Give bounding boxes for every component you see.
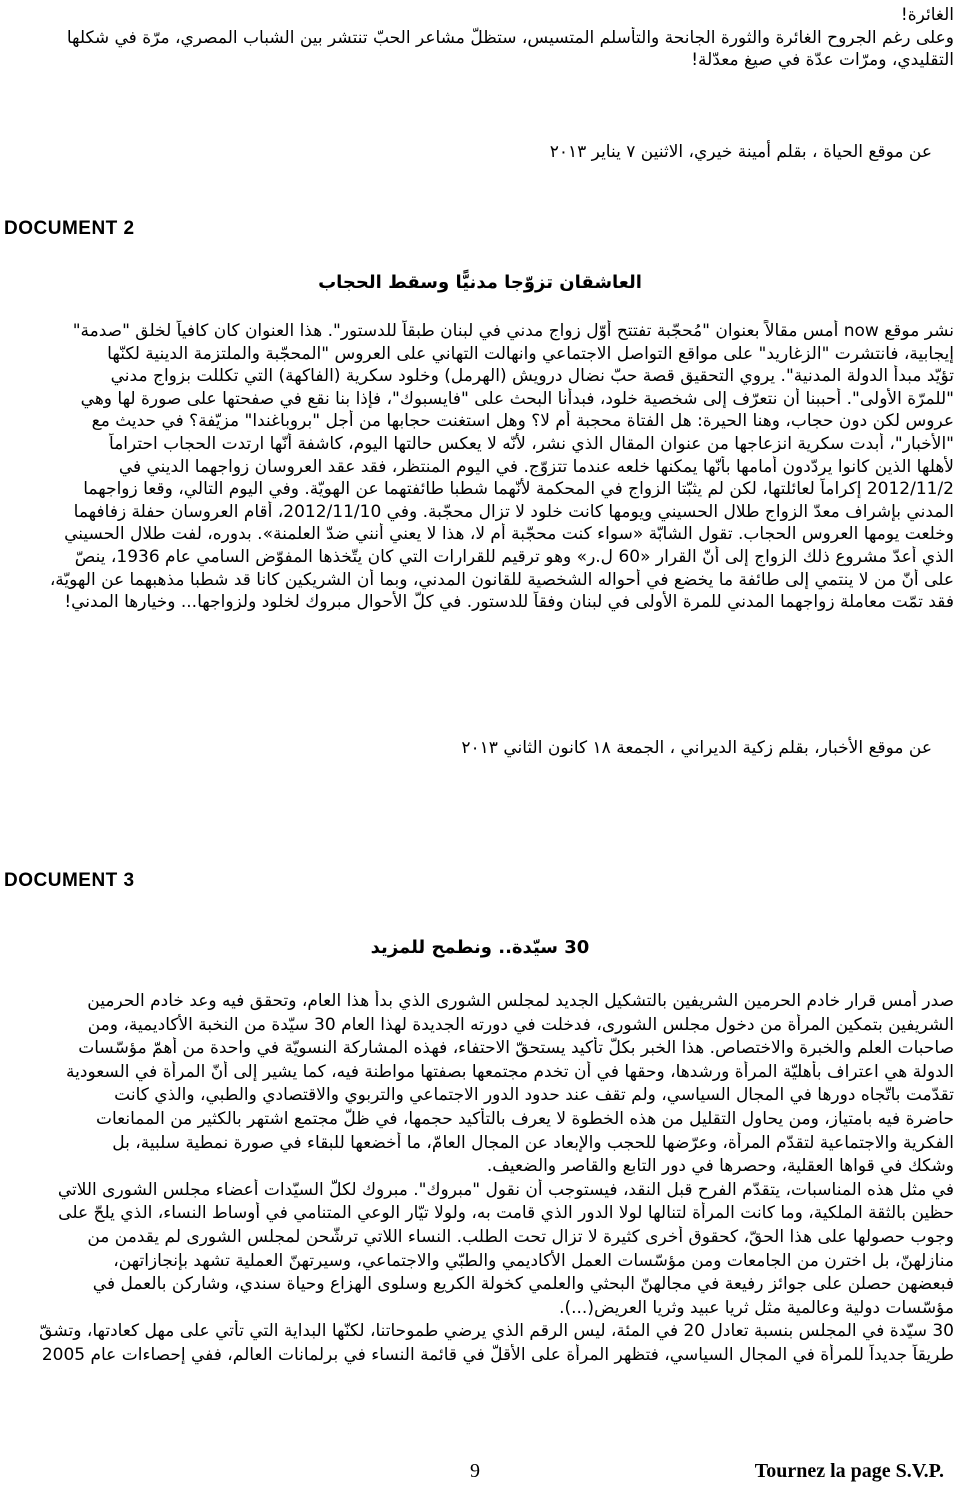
- doc3-line: فبعضهن حصلن على جوائز رفيعة في مجالهنّ البحثي والعلمي كخولة الكريع وسلوى الهزاع وحياة سندي، وشاركن بالعمل في: [92, 1274, 954, 1295]
- source-doc2: عن موقع الأخبار، بقلم زكية الديراني ، الجمعة ١٨ كانون الثاني ٢٠١٣: [461, 738, 932, 758]
- doc2-line: تؤيّد مبدأ الدولة المدنية". يروي التحقيق قصة حبّ نضال درويش (الهرمل) وخلود سكرية (الفاكهة) التي تكللت بزواج مدني: [110, 366, 954, 387]
- doc3-line: الدولة هي اعتراف بأهليّة المرأة ورشدها، وحقها في أن تخدم مجتمعها بصفتها مواطنة فيه، كما يشير إلى أنّ المرأة في السعودية: [66, 1061, 954, 1082]
- doc2-line: نشر موقع now أمس مقالاً بعنوان "مُحجّبة تفتتح أوّل زواج مدني في لبنان طبقاً للدستور". هذا العنوان كان كافياً لخلق "صدمة": [72, 321, 954, 341]
- intro-line: التقليدي، ومرّات عدّة في صيغ معدّلة!: [691, 50, 954, 71]
- page-number: 9: [470, 1460, 480, 1482]
- doc2-line: 2012/11/2 إكراماً لعائلتها، لكن لم يثبّتا الزواج في المحكمة لأنّهما شطبا طائفتهما عن الهويّة. وفي اليوم التالي، وقعا زواجهما: [83, 479, 954, 500]
- doc2-line: "للمرّة الأولى". أحببنا أن نتعرّف إلى شخصية خلود، فبدأنا البحث على "فايسبوك"، فإذا بنا نقع في صفحتها على صورة لها وهي: [80, 388, 954, 409]
- doc3-line: الشريفين بتمكين المرأة من دخول مجلس الشورى، فدخلت في دورته الجديدة لهذا العام 30 سيّدة من النخبة الأكاديمية، ومن: [87, 1014, 954, 1035]
- doc3-line: وشكك في قواها العقلية، وحصرها في دور التابع والقاصر والضعيف.: [486, 1156, 954, 1177]
- doc3-line: منازلهنّ، بل اخترن من الجامعات ومن مؤسّسات العمل الأكاديمي والطبّي والاجتماعي، وسيرتهنّ العملية تشهد بإنجازاتهن،: [113, 1250, 954, 1271]
- doc3-line: 30 سيّدة في المجلس بنسبة تعادل 20 في المئة، ليس الرقم الذي يرضي طموحاتنا، لكنّها البداية التي تأتي على مهل كعادتها، وتشقّ: [39, 1321, 954, 1342]
- document-3-body: [6, 990, 954, 1368]
- intro-line: وعلى رغم الجروح الغائرة والثورة الجانحة والتأسلم المتسيس، ستظلّ مشاعر الحبّ تنتشر بين الشباب المصري، مرّة في شكلها: [66, 27, 954, 48]
- doc2-line: الذي أعدّ مشروع ذلك الزواج إلى أنّ القرار «60 ل.ر» وهو ترقيم للقرارات التي كان يتّخذها المفوّض السامي عام 1936، ينصّ: [74, 546, 954, 567]
- doc3-line: تقدّمت باتّجاه دورها في المجال السياسي، ولم تقف عند حدود الدور الاجتماعي والتربوي والاقتصادي والطبي، والذي كانت: [114, 1085, 954, 1106]
- document-3-label: DOCUMENT 3: [4, 870, 135, 891]
- doc3-line: في مثل هذه المناسبات، يتقدّم الفرح قبل النقد، فيستوجب أن نقول "مبروك". مبروك لكلّ السيّدات أعضاء مجلس الشورى اللاتي: [57, 1179, 954, 1200]
- document-2-body: [6, 320, 954, 614]
- doc2-line: عروس لكن دون حجاب، وهنا الحيرة: هل الفتاة محجبة أم لا؟ وهل استغنت حجابها من أجل "بروباغندا" مزيّفة؟ في حديث مع: [91, 411, 954, 432]
- doc3-line: وجوب حصولها على هذا الحقّ، كحقوق أخرى كثيرة لا تزال تحت الطلب. النساء اللاتي ترشّحن لمجلس الشورى لم يقدمن من: [87, 1226, 954, 1247]
- doc2-line: "الأخبار"، أبدت سكرية انزعاجها من عنوان المقال الذي نشر، لأنّه لا يعكس حالتها اليوم، كاشفة أنّها ارتدت الحجاب احتراماً: [109, 433, 954, 454]
- document-2-title: العاشقان تزوّجا مدنيًّا وسقط الحجاب: [318, 272, 642, 293]
- document-3-title: 30 سيّدة.. ونطمح للمزيد: [370, 937, 590, 958]
- source-doc1: عن موقع الحياة ، بقلم أمينة خيري، الاثنين ٧ يناير ٢٠١٣: [549, 142, 932, 162]
- document-2-label: DOCUMENT 2: [4, 218, 135, 239]
- doc3-line: حظين بالثقة الملكية، وما كانت المرأة لتنالها لولا الدور الذي قامت به، ولولا تيّار الوعي المتنامي في أوساط النساء، الذي يلحّ على: [58, 1203, 954, 1224]
- doc3-line: طريقاً جديداً للمرأة في المجال السياسي، فتظهر المرأة على الأقلّ في قائمة النساء في برلمانات العالم، ففي إحصاءات عام 2005: [41, 1344, 954, 1365]
- doc2-line: وخلعت يومها العروس الحجاب. تقول الشابّة «سواء كنت محجّبة أم لا، هذا لا يعني أنني ضدّ العلمنة». بدوره، لفت طلال الحسيني: [64, 524, 954, 545]
- doc3-line: الفكرية والاجتماعية لتقدّم المرأة، وعرّضها للحجب والإبعاد عن المجال العامّ، ما أخضعها للبقاء في صورة نمطية سلبية، بل: [112, 1132, 954, 1153]
- doc2-line: المدني بإشراف معدّ الزواج طلال الحسيني ويومها كانت خلود لا تزال محجّبة. وفي 2012/11/10، أقام العروسان حفلة زفافهما: [73, 501, 954, 522]
- doc3-line: حاضرة فيه بامتياز، ومن يحاول التقليل من هذه الخطوة لا يعرف بالتأكيد حجمها، في ظلّ مجتمع اشتهر بالكثير من الممانعات: [95, 1108, 954, 1129]
- doc2-line: لأهلها الذين كانوا يردّدون أمامها بأنّها يمكنها خلعه عندما تتزوّج. في اليوم المنتظر، فقد عقد العروسان زواجهما الديني في: [118, 456, 954, 477]
- intro-text: [6, 4, 954, 72]
- doc3-line: صاحبات العلم والخبرة والاختصاص. هذا الخبر بكلّ تأكيد يستحقّ الاحتفاء، فهذه المشاركة النسويّة في واحدة من أهمّ مؤسّسات: [78, 1038, 954, 1059]
- doc3-line: صدر أمس قرار خادم الحرمين الشريفين بالتشكيل الجديد لمجلس الشورى الذي بدأ هذا العام، وتحقق فيه وعد خادم الحرمين: [87, 991, 954, 1011]
- intro-line: الغائرة!: [900, 5, 954, 25]
- doc3-line: مؤسّسات دولية وعالمية مثل ثريا عبيد وثريا العريض(...).: [559, 1297, 954, 1318]
- doc2-line: إيجابية، فانتشرت "الزغاريد" على مواقع التواصل الاجتماعي وانهالت التهاني على العروس "المحجّبة والملتزمة الدينية لكنّها: [107, 343, 954, 364]
- turn-page-note: Tournez la page S.V.P.: [754, 1460, 944, 1482]
- doc2-line: فقد تمّت معاملة زواجهما المدني للمرة الأولى في لبنان وفقاً للدستور. في كلّ الأحوال مبروك لخلود ولزواجها... وخيارها المدني!: [64, 592, 954, 613]
- doc2-line: على أنّ من لا ينتمي إلى طائفة ما يخضع في أحواله الشخصية للقانون المدني، وبما أن الشريكين كانا قد شطبا مذهبهما عن الهويّة،: [49, 569, 954, 590]
